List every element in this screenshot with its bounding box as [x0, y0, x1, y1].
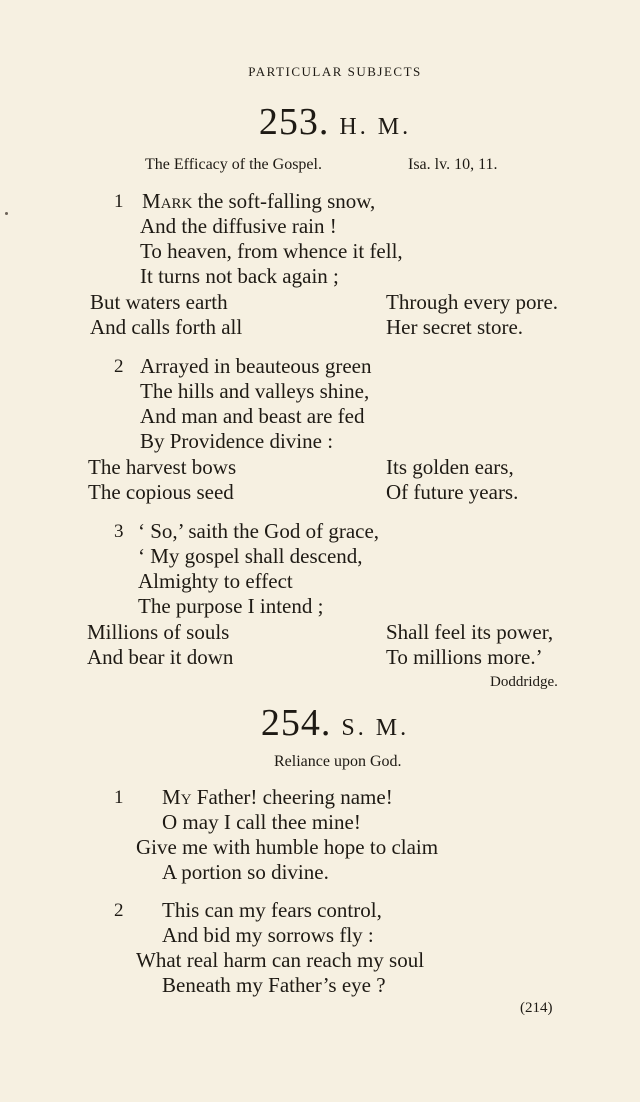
verse-number: 1 — [114, 787, 124, 808]
hymn-253-heading — [0, 100, 640, 144]
verse-line: And calls forth all — [90, 315, 243, 339]
verse-line: Her secret store. — [386, 315, 524, 339]
verse-line: To millions more.’ — [386, 645, 543, 669]
verse-line: But waters earth — [90, 290, 228, 314]
page-number: (214) — [520, 1000, 553, 1016]
hymn-meter: S. M. — [341, 715, 410, 741]
verse-line: It turns not back again ; — [140, 264, 339, 288]
verse-line: My Father! cheering name! — [162, 785, 393, 809]
verse-line: By Providence divine : — [140, 429, 334, 453]
verse-line: Beneath my Father’s eye ? — [162, 973, 386, 997]
verse-line: The purpose I intend ; — [138, 594, 324, 618]
verse-line: Of future years. — [386, 480, 519, 504]
hymn-number: 253. — [258, 101, 330, 143]
verse-line: The copious seed — [88, 480, 234, 504]
hymn-254-heading — [0, 701, 640, 745]
verse-line: ‘ My gospel shall descend, — [138, 544, 363, 568]
hymn-number: 254. — [260, 702, 332, 744]
verse-line: Mark the soft-falling snow, — [142, 189, 376, 213]
scripture-reference: Isa. lv. 10, 11. — [408, 156, 498, 173]
verse-line: Give me with humble hope to claim — [136, 835, 439, 859]
verse-number: 2 — [114, 900, 124, 921]
verse-line: Its golden ears, — [386, 455, 514, 479]
hymn-title: The Efficacy of the Gospel. — [145, 156, 322, 173]
verse-line: Arrayed in beauteous green — [140, 354, 372, 378]
hymn-title: Reliance upon God. — [274, 753, 402, 770]
verse-line: Millions of souls — [87, 620, 230, 644]
verse-line: And bid my sorrows fly : — [162, 923, 374, 947]
verse-line: Almighty to effect — [138, 569, 293, 593]
drop-word: My — [162, 785, 192, 809]
hymn-meter: H. M. — [339, 114, 412, 140]
verse-line: Shall feel its power, — [386, 620, 554, 644]
verse-line: Through every pore. — [386, 290, 559, 314]
verse-number: 1 — [114, 191, 124, 212]
verse-line: What real harm can reach my soul — [136, 948, 425, 972]
verse-line: And the diffusive rain ! — [140, 214, 337, 238]
verse-line: The harvest bows — [88, 455, 237, 479]
verse-line: This can my fears control, — [162, 898, 382, 922]
running-head: PARTICULAR SUBJECTS — [248, 64, 422, 79]
verse-line: And bear it down — [87, 645, 234, 669]
verse-line: O may I call thee mine! — [162, 810, 361, 834]
verse-number: 2 — [114, 356, 124, 377]
verse-line: ‘ So,’ saith the God of grace, — [138, 519, 380, 543]
hymn-author: Doddridge. — [490, 674, 558, 690]
drop-word: Mark — [142, 189, 193, 213]
verse-number: 3 — [114, 521, 124, 542]
verse-line: The hills and valleys shine, — [140, 379, 370, 403]
verse-line: A portion so divine. — [162, 860, 329, 884]
verse-line: And man and beast are fed — [140, 404, 365, 428]
paper-speck — [5, 212, 8, 215]
verse-line: To heaven, from whence it fell, — [140, 239, 403, 263]
